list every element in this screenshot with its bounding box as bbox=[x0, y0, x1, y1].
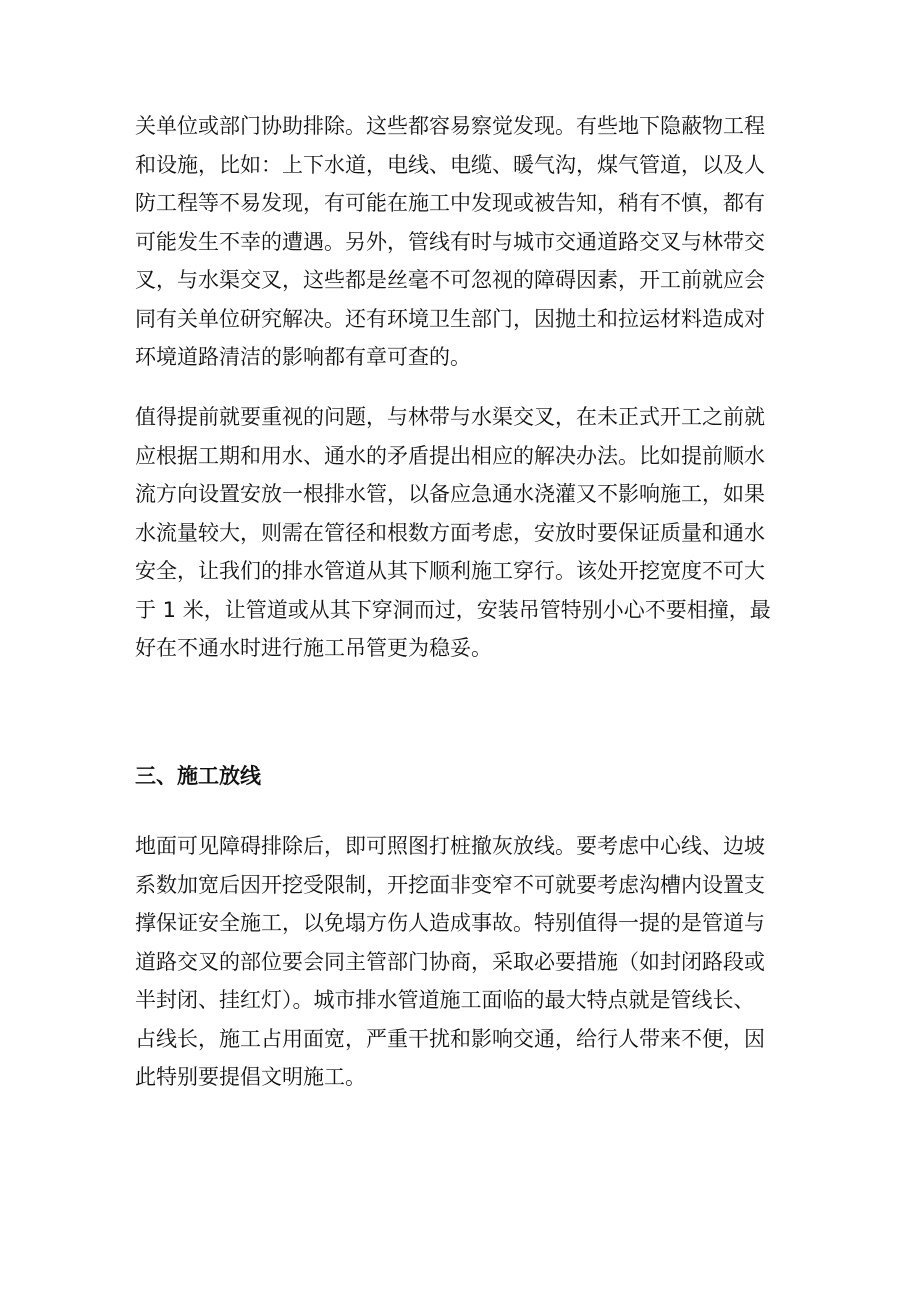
text-line: 叉，与水渠交叉，这些都是丝毫不可忽视的障碍因素，开工前就应会 bbox=[135, 268, 765, 292]
text-line: 此特别要提倡文明施工。 bbox=[135, 1065, 366, 1089]
section-heading-block bbox=[135, 757, 795, 796]
text-line: 地面可见障碍排除后，即可照图打桩撤灰放线。要考虑中心线、边坡 bbox=[135, 834, 765, 858]
text-line: 撑保证安全施工，以免塌方伤人造成事故。特别值得一提的是管道与 bbox=[135, 911, 765, 935]
text-line: 流方向设置安放一根排水管，以备应急通水浇灌又不影响施工，如果 bbox=[135, 482, 765, 506]
text-line: 值得提前就要重视的问题，与林带与水渠交叉，在未正式开工之前就 bbox=[135, 405, 765, 429]
text-line: 道路交叉的部位要会同主管部门协商，采取必要措施（如封闭路段或 bbox=[135, 949, 765, 974]
text-line: 同有关单位研究解决。还有环境卫生部门，因抛土和拉运材料造成对 bbox=[135, 306, 765, 331]
text-line: 占线长，施工占用面宽，严重干扰和影响交通，给行人带来不便，因 bbox=[135, 1026, 765, 1051]
paragraph-1 bbox=[135, 107, 795, 377]
text-line: 环境道路清洁的影响都有章可查的。 bbox=[135, 345, 471, 369]
section-heading: 三、施工放线 bbox=[135, 764, 261, 788]
paragraph-2 bbox=[135, 398, 795, 668]
text-line: 可能发生不幸的遭遇。另外，管线有时与城市交通道路交叉与林带交 bbox=[135, 229, 765, 254]
text-line: 于 1 米，让管道或从其下穿洞而过，安装吊管特别小心不要相撞，最 bbox=[135, 597, 771, 622]
paragraph-3 bbox=[135, 827, 795, 1097]
text-line: 系数加宽后因开挖受限制，开挖面非变窄不可就要考虑沟槽内设置支 bbox=[135, 872, 765, 897]
text-line: 半封闭、挂红灯）。城市排水管道施工面临的最大特点就是管线长、 bbox=[135, 988, 755, 1012]
text-line: 关单位或部门协助排除。这些都容易察觉发现。有些地下隐蔽物工程 bbox=[135, 114, 765, 138]
text-line: 水流量较大，则需在管径和根数方面考虑，安放时要保证质量和通水 bbox=[135, 520, 765, 545]
text-line: 应根据工期和用水、通水的矛盾提出相应的解决办法。比如提前顺水 bbox=[135, 443, 765, 468]
text-line: 好在不通水时进行施工吊管更为稳妥。 bbox=[135, 636, 492, 660]
text-line: 安全，让我们的排水管道从其下顺利施工穿行。该处开挖宽度不可大 bbox=[135, 559, 765, 583]
text-line: 和设施，比如：上下水道，电线、电缆、暖气沟，煤气管道，以及人 bbox=[135, 152, 765, 177]
text-line: 防工程等不易发现，有可能在施工中发现或被告知，稍有不慎，都有 bbox=[135, 191, 765, 215]
